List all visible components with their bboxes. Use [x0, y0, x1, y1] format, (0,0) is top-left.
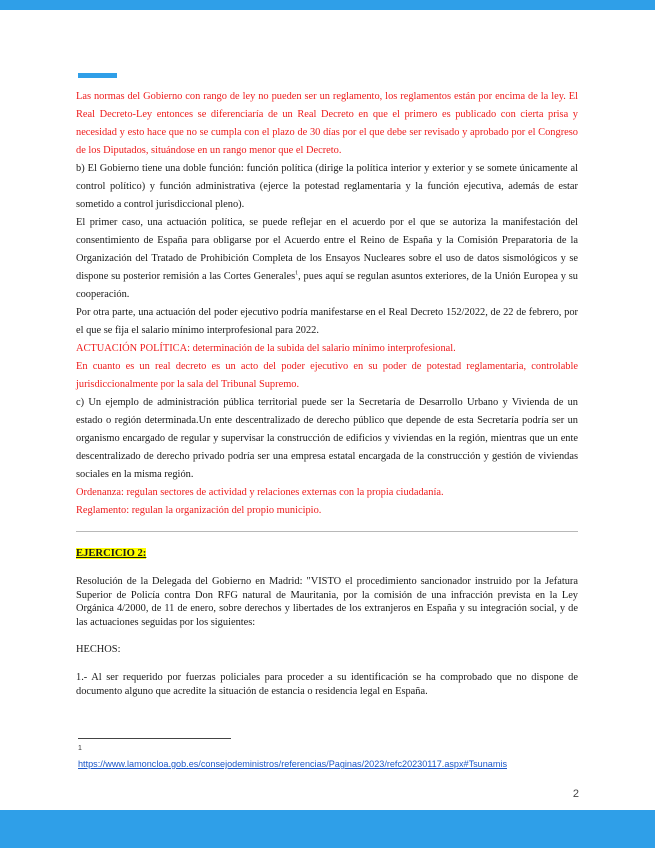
exercise-title	[76, 547, 578, 561]
exercise-facts-heading: HECHOS:	[76, 644, 121, 656]
footnote-link[interactable]: https://www.lamoncloa.gob.es/consejodeministros/referencias/Paginas/2023/refc20230117.aspx#Tsunamis	[78, 759, 507, 769]
top-accent-bar	[0, 0, 655, 10]
paragraph-decree-law: Las normas del Gobierno con rango de ley no pueden ser un reglamento, los reglamentos están por encima de la ley. El Real Decreto-Ley entonces se diferenciaría de un Real Decreto en que el primero es publicado con cierta prisa y necesidad y esto hace que no se cumpla con el plazo de 30 días por el que debe ser revisado y aprobado por el Congreso de los Diputados, situándose en un rango menor que el Decreto.	[76, 91, 578, 156]
paragraph-public-administration: c) Un ejemplo de administración pública territorial puede ser la Secretaría de Desarrollo Urbano y Vivienda de un estado o región determinada.Un ente descentralizado de derecho público que depende de esta Secretaría podría ser un organismo encargado de regular y supervisar la construcción de edificios y viviendas en la región, mientras que un ente descentralizado de derecho privado podría ser una empresa estatal encargada de la construcción y gestión de viviendas sociales en la misma región.	[76, 397, 578, 480]
bottom-accent-bar	[0, 810, 655, 848]
exercise-resolution-paragraph: Resolución de la Delegada del Gobierno en Madrid: "VISTO el procedimiento sancionador instruido por la Jefatura Superior de Policía contra Don RFG natural de Mauritania, por la comisión de una infracción prevista en la Ley Orgánica 4/2000, de 11 de enero, sobre derechos y libertades de los extranjeros en España y su integración social, y de las actuaciones seguidas por los siguientes:	[76, 576, 578, 628]
paragraph-political-action-text: El primer caso, una actuación política, se puede reflejar en el acuerdo por el que se autoriza la manifestación del consentimiento de España para obligarse por el Acuerdo entre el Reino de España y la Comisión Preparatoria de la Organización del Tratado de Prohibición Completa de los Ensayos Nucleares sobre el uso de datos sismológicos y se dispone su posterior remisión a las Cortes Generales	[76, 217, 578, 282]
paragraph-real-decree-note: En cuanto es un real decreto es un acto del poder ejecutivo en su poder de potestad reglamentaria, controlable jurisdiccionalmente por la sala del Tribunal Supremo.	[76, 361, 578, 390]
paragraph-political-action-text-after: , pues aquí se regulan asuntos exteriores, de la Unión Europea y su cooperación.	[76, 271, 578, 300]
accent-line	[78, 73, 117, 78]
exercise-title-text: EJERCICIO 2:	[76, 548, 147, 559]
page-number: 2	[572, 788, 579, 800]
paragraph-political-action-note: ACTUACIÓN POLÍTICA: determinación de la subida del salario mínimo interprofesional.	[76, 343, 456, 354]
paragraph-political-action	[76, 214, 578, 304]
paragraph-ordinance: Ordenanza: regulan sectores de actividad y relaciones externas con la propia ciudadanía.	[76, 487, 444, 498]
footnote-number: 1	[78, 745, 82, 752]
paragraph-regulation: Reglamento: regulan la organización del propio municipio.	[76, 505, 322, 516]
footnote-ref[interactable]: 1	[295, 270, 299, 277]
exercise-fact-1: 1.- Al ser requerido por fuerzas policiales para proceder a su identificación se ha comprobado que no dispone de documento alguno que acredite la situación de estancia o residencia legal en España.	[76, 671, 578, 697]
document-body	[76, 88, 578, 698]
paragraph-government-functions: b) El Gobierno tiene una doble función: función política (dirige la política interior y exterior y se somete únicamente al control político) y función administrativa (ejerce la potestad reglamentaria y la función ejecutiva, además de estar sometido a control jurisdiccional pleno).	[76, 163, 578, 210]
footnote-divider	[78, 738, 231, 739]
horizontal-divider	[76, 531, 578, 532]
paragraph-executive-action: Por otra parte, una actuación del poder ejecutivo podría manifestarse en el Real Decreto 152/2022, de 22 de febrero, por el que se fija el salario mínimo interprofesional para 2022.	[76, 307, 578, 336]
